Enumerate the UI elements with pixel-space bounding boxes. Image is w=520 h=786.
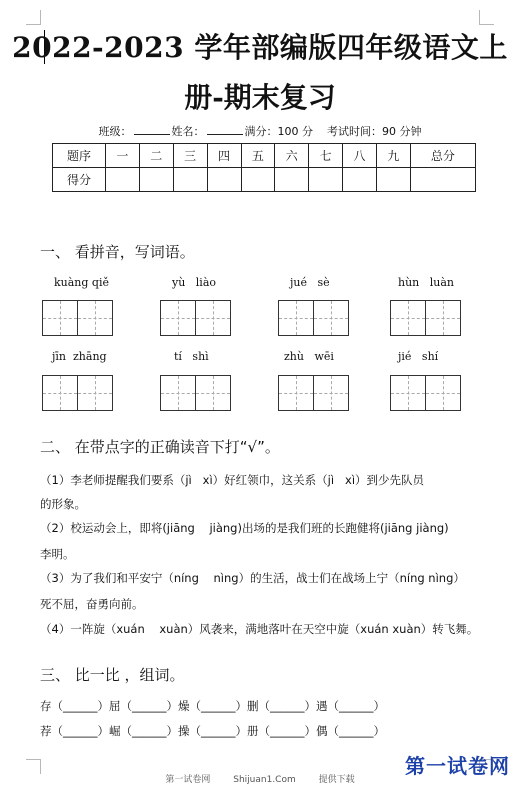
- question-line: （4）一阵旋（xuán xuàn）风袭来，满地落叶在天空中旋（xuán xuàn）转飞舞。: [40, 622, 479, 636]
- writing-cell[interactable]: [195, 300, 231, 336]
- question-line: （2）校运动会上，即将(jiāng jiàng)出场的是我们班的长跑健将(jiāng jiàng): [40, 521, 449, 535]
- pinyin-label: jié shí: [398, 350, 439, 363]
- word-compare-row: 存（______）屈（______）燥（______）删（______）遇（______）: [40, 699, 385, 713]
- score-header-cell: 六: [275, 144, 309, 168]
- question-line: （1）李老师提醒我们要系（jì xì）好红领巾，这关系（jì xì）到少先队员: [40, 473, 425, 487]
- score-header-cell: 七: [309, 144, 343, 168]
- writing-cell[interactable]: [195, 375, 231, 411]
- score-input-cell[interactable]: [173, 168, 207, 192]
- score-table: [52, 143, 476, 192]
- score-input-cell[interactable]: [207, 168, 241, 192]
- corner-mark-top-left: [26, 10, 41, 25]
- writing-cell[interactable]: [278, 375, 314, 411]
- writing-cell[interactable]: [313, 375, 349, 411]
- writing-cell[interactable]: [425, 300, 461, 336]
- pinyin-label: yù liào: [172, 276, 217, 289]
- score-input-cell[interactable]: [241, 168, 275, 192]
- writing-cell[interactable]: [390, 375, 426, 411]
- writing-cell[interactable]: [77, 300, 113, 336]
- name-label: 姓名：: [171, 125, 205, 138]
- score-header-cell: 八: [343, 144, 377, 168]
- score-input-cell[interactable]: [410, 168, 475, 192]
- writing-grid[interactable]: [278, 300, 348, 336]
- word-compare-row: 荐（______）崛（______）操（______）册（______）偶（______）: [40, 724, 385, 738]
- class-label: 班级：: [98, 125, 132, 138]
- score-row-label: 得分: [53, 168, 106, 192]
- writing-cell[interactable]: [313, 300, 349, 336]
- section3-heading: 三、 比一比 ，组词。: [40, 666, 185, 684]
- writing-cell[interactable]: [425, 375, 461, 411]
- corner-mark-top-right: [479, 10, 494, 25]
- writing-cell[interactable]: [42, 300, 78, 336]
- score-table-score-row: [53, 168, 476, 192]
- page-title-line2: 册-期末复习: [184, 81, 336, 114]
- footer-download-text: 提供下载: [318, 775, 355, 785]
- score-header-cell: 一: [106, 144, 140, 168]
- score-header-cell: 四: [207, 144, 241, 168]
- score-header-cell: 二: [139, 144, 173, 168]
- writing-cell[interactable]: [390, 300, 426, 336]
- score-header-cell: 题序: [53, 144, 106, 168]
- section2-heading: 二、 在带点字的正确读音下打“√”。: [40, 438, 280, 456]
- score-input-cell[interactable]: [377, 168, 411, 192]
- score-input-cell[interactable]: [343, 168, 377, 192]
- question-line: 死不屈，奋勇向前。: [40, 597, 144, 611]
- score-input-cell[interactable]: [106, 168, 140, 192]
- full-score-label: 满分：100 分: [244, 125, 313, 138]
- exam-info-line: [0, 123, 520, 139]
- pinyin-label: jué sè: [290, 276, 330, 289]
- footer-site-domain: Shijuan1.Com: [233, 775, 296, 785]
- class-blank: [134, 124, 170, 135]
- writing-cell[interactable]: [160, 300, 196, 336]
- writing-grid[interactable]: [390, 300, 460, 336]
- writing-cell[interactable]: [278, 300, 314, 336]
- writing-cell[interactable]: [160, 375, 196, 411]
- question-line: 李明。: [40, 547, 75, 561]
- question-line: 的形象。: [40, 497, 86, 511]
- writing-grid[interactable]: [42, 300, 112, 336]
- exam-time-label: 考试时间：90 分钟: [327, 125, 422, 138]
- writing-grid[interactable]: [42, 375, 112, 411]
- writing-cell[interactable]: [77, 375, 113, 411]
- writing-grid[interactable]: [160, 375, 230, 411]
- writing-grid[interactable]: [390, 375, 460, 411]
- site-watermark: 第一试卷网: [405, 754, 510, 778]
- score-header-cell: 总分: [410, 144, 475, 168]
- pinyin-label: tí shì: [174, 350, 209, 363]
- question-line: （3）为了我们和平安宁（níng nìng）的生活，战士们在战场上宁（níng nìng）: [40, 571, 465, 585]
- page-footer: [0, 772, 520, 785]
- score-input-cell[interactable]: [139, 168, 173, 192]
- pinyin-label: kuàng qiě: [54, 276, 109, 289]
- score-header-cell: 九: [377, 144, 411, 168]
- score-input-cell[interactable]: [309, 168, 343, 192]
- score-header-cell: 三: [173, 144, 207, 168]
- score-input-cell[interactable]: [275, 168, 309, 192]
- pinyin-label: zhù wēi: [284, 350, 334, 363]
- writing-grid[interactable]: [278, 375, 348, 411]
- writing-cell[interactable]: [42, 375, 78, 411]
- pinyin-label: hùn luàn: [398, 276, 454, 289]
- page-title-line1: 2022-2023 学年部编版四年级语文上: [12, 31, 508, 64]
- score-table-header-row: [53, 144, 476, 168]
- writing-grid[interactable]: [160, 300, 230, 336]
- section1-heading: 一、 看拼音，写词语。: [40, 243, 195, 261]
- footer-site-name: 第一试卷网: [165, 775, 211, 785]
- score-header-cell: 五: [241, 144, 275, 168]
- pinyin-label: jīn zhāng: [52, 350, 107, 363]
- name-blank: [207, 124, 243, 135]
